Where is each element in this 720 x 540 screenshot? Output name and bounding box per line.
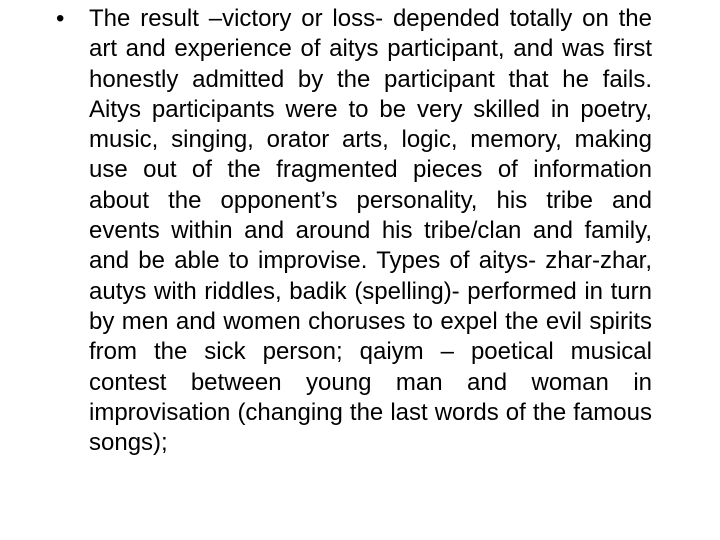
bullet-marker-icon: •	[56, 5, 65, 32]
bullet-text: The result –victory or loss- depended totally on the art and experience of aitys participant, and was first honestly admitted by the participant that he fails. Aitys participants were to be very skilled in poetry, music, singing, orator arts, logic, memory, making use out of the fragmented pieces of information about the opponent’s personality, his tribe and events within and around his tribe/clan and family, and be able to improvise. Types of aitys- zhar-zhar, autys with riddles, badik (spelling)- performed in turn by men and women choruses to expel the evil spirits from the sick person; qaiym – poetical musical contest between young man and woman in improvisation (changing the last words of the famous songs);	[89, 5, 652, 457]
bullet-item	[56, 4, 652, 458]
bullet-list	[56, 4, 652, 458]
